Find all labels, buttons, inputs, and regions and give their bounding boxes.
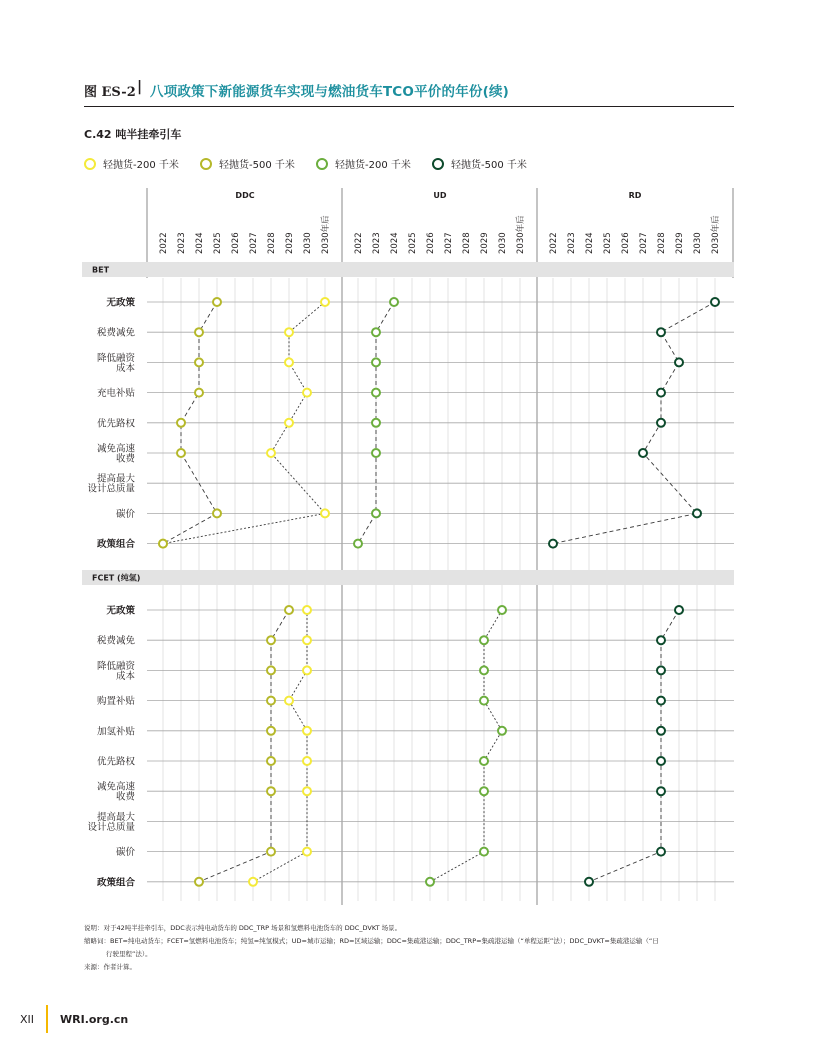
series-connector-line [589, 610, 679, 882]
year-tick-label: 2030年后 [516, 215, 526, 254]
legend-label: 轻抛货-200 千米 [103, 160, 179, 171]
row-label: 政策组合 [96, 877, 135, 889]
data-point [480, 757, 488, 765]
note-source: 来源：作者计算。 [84, 963, 136, 971]
page-number: XII [20, 1013, 35, 1026]
data-point [303, 757, 311, 765]
column-header-ddc: DDC [235, 191, 255, 200]
data-point [498, 727, 506, 735]
row-label: 碳价 [115, 508, 135, 520]
year-tick-label: 2023 [567, 232, 577, 254]
year-tick-label: 2029 [285, 232, 295, 254]
row-label: 减免高速 [96, 781, 135, 793]
note-abbreviations-cont: 行驶里程”法）。 [106, 950, 152, 958]
data-point [303, 727, 311, 735]
year-tick-label: 2025 [408, 232, 418, 254]
data-point [372, 328, 380, 336]
year-tick-label: 2028 [657, 232, 667, 254]
footer-site-link[interactable]: WRI.org.cn [60, 1013, 129, 1026]
section-header-band [82, 570, 734, 585]
footer-divider [46, 1005, 48, 1033]
column-header-rd: RD [628, 191, 642, 200]
data-point [675, 358, 683, 366]
row-label: 无政策 [106, 605, 135, 617]
data-point [321, 298, 329, 306]
notes [84, 922, 744, 974]
data-point [303, 389, 311, 397]
data-point [480, 787, 488, 795]
data-point [711, 298, 719, 306]
section-header-label: FCET (纯氢) [92, 573, 141, 583]
data-point [267, 787, 275, 795]
row-label: 购置补贴 [96, 696, 135, 708]
year-tick-label: 2025 [213, 232, 223, 254]
section-header-label: BET [92, 265, 110, 275]
data-point [372, 358, 380, 366]
row-label: 优先路权 [96, 418, 135, 430]
data-point [177, 419, 185, 427]
row-label: 降低融资 [96, 352, 135, 364]
data-point [585, 878, 593, 886]
year-tick-label: 2030 [693, 232, 703, 254]
data-point [195, 328, 203, 336]
data-point [390, 298, 398, 306]
row-label: 碳价 [115, 847, 135, 859]
data-point [372, 449, 380, 457]
row-label: 降低融资 [96, 660, 135, 672]
series-connector-line [253, 610, 307, 882]
row-label: 收费 [115, 791, 135, 803]
year-tick-label: 2027 [249, 232, 259, 254]
data-point [480, 636, 488, 644]
row-label: 加氢补贴 [96, 726, 135, 738]
series-connector-line [199, 610, 289, 882]
year-tick-label: 2024 [390, 232, 400, 254]
data-point [303, 606, 311, 614]
year-tick-label: 2030年后 [321, 215, 331, 254]
year-tick-label: 2030 [303, 232, 313, 254]
data-point [303, 666, 311, 674]
legend-label: 轻抛货-200 千米 [335, 160, 411, 171]
data-point [213, 509, 221, 517]
data-point [321, 509, 329, 517]
data-point [195, 389, 203, 397]
row-label: 设计总质量 [87, 821, 135, 833]
column-header-ud: UD [433, 191, 447, 200]
note-explanation: 说明：对于42吨半挂牵引车，DDC表示纯电动货车的 DDC_TRP 场景和氢燃料电池货车的 DDC_DVKT 场景。 [84, 924, 402, 932]
data-point [177, 449, 185, 457]
figure-title: 八项政策下新能源货车实现与燃油货车TCO平价的年份(续) [150, 84, 510, 100]
year-tick-label: 2026 [621, 232, 631, 254]
row-label: 减免高速 [96, 443, 135, 455]
row-label: 收费 [115, 453, 135, 465]
data-point [249, 878, 257, 886]
data-point [675, 606, 683, 614]
data-point [426, 878, 434, 886]
data-point [657, 787, 665, 795]
data-point [657, 328, 665, 336]
data-point [498, 606, 506, 614]
year-tick-label: 2027 [639, 232, 649, 254]
data-point [372, 419, 380, 427]
data-point [372, 389, 380, 397]
year-tick-label: 2022 [354, 232, 364, 254]
row-label: 政策组合 [96, 539, 135, 551]
data-point [285, 328, 293, 336]
figure-label: 图 ES-2 [84, 85, 136, 100]
legend-label: 轻抛货-500 千米 [219, 160, 295, 171]
data-point [657, 727, 665, 735]
year-tick-label: 2028 [462, 232, 472, 254]
data-point [693, 509, 701, 517]
data-point [213, 298, 221, 306]
note-abbreviations: 缩略词：BET=纯电动货车；FCET=氢燃料电池货车；纯氢=纯氢模式；UD=城市运输；RD=区域运输；DDC=集疏港运输；DDC_TRP=集疏港运输（“单程运距”法）；DDC_DVKT=集疏港运输（“日 [84, 937, 659, 945]
data-point [480, 697, 488, 705]
data-point [285, 419, 293, 427]
data-point [159, 540, 167, 548]
row-label: 成本 [115, 670, 135, 682]
row-label: 税费减免 [96, 635, 135, 647]
data-point [657, 636, 665, 644]
row-label: 无政策 [106, 297, 135, 309]
row-label: 提高最大 [96, 811, 135, 823]
year-tick-label: 2022 [159, 232, 169, 254]
data-point [657, 389, 665, 397]
section-header-band [82, 262, 734, 277]
data-point [303, 636, 311, 644]
year-tick-label: 2026 [231, 232, 241, 254]
year-tick-label: 2030 [498, 232, 508, 254]
data-point [267, 636, 275, 644]
data-point [303, 848, 311, 856]
data-point [657, 666, 665, 674]
row-label: 成本 [115, 362, 135, 374]
year-tick-label: 2029 [675, 232, 685, 254]
figure-separator: | [137, 79, 143, 95]
data-point [372, 509, 380, 517]
year-tick-label: 2029 [480, 232, 490, 254]
row-label: 优先路权 [96, 756, 135, 768]
year-tick-label: 2026 [426, 232, 436, 254]
data-point [285, 697, 293, 705]
data-point [267, 757, 275, 765]
year-tick-label: 2027 [444, 232, 454, 254]
chart-subtitle: C.42 吨半挂牵引车 [84, 128, 182, 141]
data-point [267, 449, 275, 457]
year-tick-label: 2023 [177, 232, 187, 254]
year-tick-label: 2023 [372, 232, 382, 254]
row-label: 税费减免 [96, 327, 135, 339]
data-point [657, 419, 665, 427]
data-point [267, 848, 275, 856]
data-point [267, 727, 275, 735]
row-label: 设计总质量 [87, 483, 135, 495]
year-tick-label: 2024 [195, 232, 205, 254]
data-point [657, 697, 665, 705]
year-tick-label: 2025 [603, 232, 613, 254]
data-point [639, 449, 647, 457]
data-point [195, 358, 203, 366]
data-point [267, 666, 275, 674]
data-point [285, 606, 293, 614]
legend-label: 轻抛货-500 千米 [451, 160, 527, 171]
data-point [549, 540, 557, 548]
data-point [480, 848, 488, 856]
year-tick-label: 2024 [585, 232, 595, 254]
data-point [480, 666, 488, 674]
row-label: 提高最大 [96, 473, 135, 485]
data-point [657, 848, 665, 856]
data-point [354, 540, 362, 548]
year-tick-label: 2022 [549, 232, 559, 254]
data-point [285, 358, 293, 366]
data-point [267, 697, 275, 705]
year-tick-label: 2028 [267, 232, 277, 254]
year-tick-label: 2030年后 [711, 215, 721, 254]
data-point [657, 757, 665, 765]
row-label: 充电补贴 [96, 388, 135, 400]
data-point [195, 878, 203, 886]
data-point [303, 787, 311, 795]
